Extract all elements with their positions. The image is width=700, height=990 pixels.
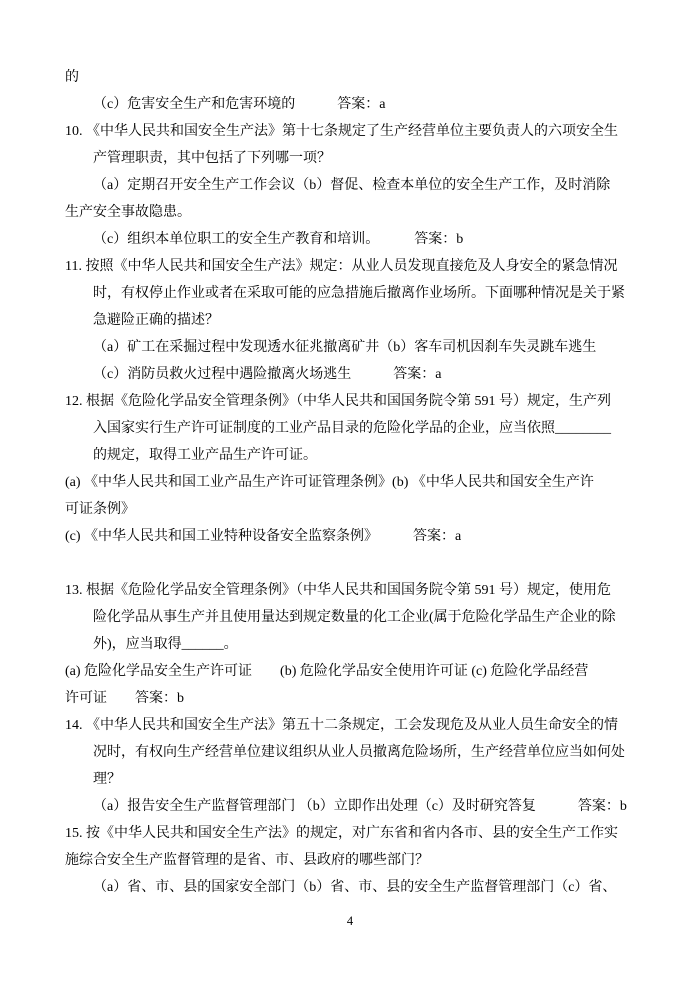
text-line: 的 bbox=[65, 70, 79, 85]
text-line: 入国家实行生产许可证制度的工业产品目录的危险化学品的企业，应当依照________ bbox=[93, 421, 611, 436]
text-line: (a) 危险化学品安全生产许可证 (b) 危险化学品安全使用许可证 (c) 危险化学品经营 bbox=[65, 664, 589, 679]
text-line: 13. 根据《危险化学品安全管理条例》（中华人民共和国国务院令第 591 号）规定，使用危 bbox=[65, 583, 611, 598]
text-line: 时，有权停止作业或者在采取可能的应急措施后撤离作业场所。下面哪种情况是关于紧 bbox=[93, 286, 625, 301]
page-number: 4 bbox=[346, 914, 354, 928]
text-line: 急避险正确的描述？ bbox=[93, 313, 219, 328]
document-body bbox=[65, 64, 635, 901]
text-line: (c) 《中华人民共和国工业特种设备安全监察条例》 答案：a bbox=[65, 529, 462, 544]
text-line: 许可证 答案：b bbox=[65, 691, 184, 706]
text-line: 产管理职责，其中包括了下列哪一项？ bbox=[93, 151, 331, 166]
text-line: （a）报告安全生产监督管理部门 （b）立即作出处理（c）及时研究答复 答案：b bbox=[93, 799, 627, 814]
text-line: 14. 《中华人民共和国安全生产法》第五十二条规定，工会发现危及从业人员生命安全的情 bbox=[65, 718, 618, 733]
text-line: (a) 《中华人民共和国工业产品生产许可证管理条例》(b) 《中华人民共和国安全生产许 bbox=[65, 475, 594, 490]
text-line: 外)，应当取得______。 bbox=[93, 637, 238, 652]
text-line: 12. 根据《危险化学品安全管理条例》（中华人民共和国国务院令第 591 号）规定，生产列 bbox=[65, 394, 611, 409]
text-line: 15. 按《中华人民共和国安全生产法》的规定，对广东省和省内各市、县的安全生产工作实 bbox=[65, 826, 618, 841]
text-line: 施综合安全生产监督管理的是省、市、县政府的哪些部门？ bbox=[65, 853, 429, 868]
text-line: 可证条例》 bbox=[65, 502, 135, 517]
text-line: （c）危害安全生产和危害环境的 答案：a bbox=[93, 97, 386, 112]
text-line: （a）省、市、县的国家安全部门（b）省、市、县的安全生产监督管理部门（c）省、 bbox=[93, 880, 617, 895]
text-line: （c）组织本单位职工的安全生产教育和培训。 答案：b bbox=[93, 232, 464, 247]
text-line: 理？ bbox=[93, 772, 121, 787]
text-line: 10. 《中华人民共和国安全生产法》第十七条规定了生产经营单位主要负责人的六项安全生 bbox=[65, 124, 618, 139]
text-line: 的规定，取得工业产品生产许可证。 bbox=[93, 448, 317, 463]
text-line: （a）定期召开安全生产工作会议（b）督促、检查本单位的安全生产工作，及时消除 bbox=[93, 178, 611, 193]
text-line: （a）矿工在采掘过程中发现透水征兆撤离矿井（b）客车司机因刹车失灵跳车逃生 bbox=[93, 340, 597, 355]
text-line: 险化学品从事生产并且使用量达到规定数量的化工企业(属于危险化学品生产企业的除 bbox=[93, 610, 616, 625]
text-line: 11. 按照《中华人民共和国安全生产法》规定：从业人员发现直接危及人身安全的紧急情况 bbox=[65, 259, 618, 274]
page-footer bbox=[0, 912, 700, 930]
text-line: （c）消防员救火过程中遇险撤离火场逃生 答案：a bbox=[93, 367, 442, 382]
text-line bbox=[65, 550, 635, 577]
text-line: 况时，有权向生产经营单位建议组织从业人员撤离危险场所，生产经营单位应当如何处 bbox=[93, 745, 625, 760]
text-line: 生产安全事故隐患。 bbox=[65, 205, 191, 220]
